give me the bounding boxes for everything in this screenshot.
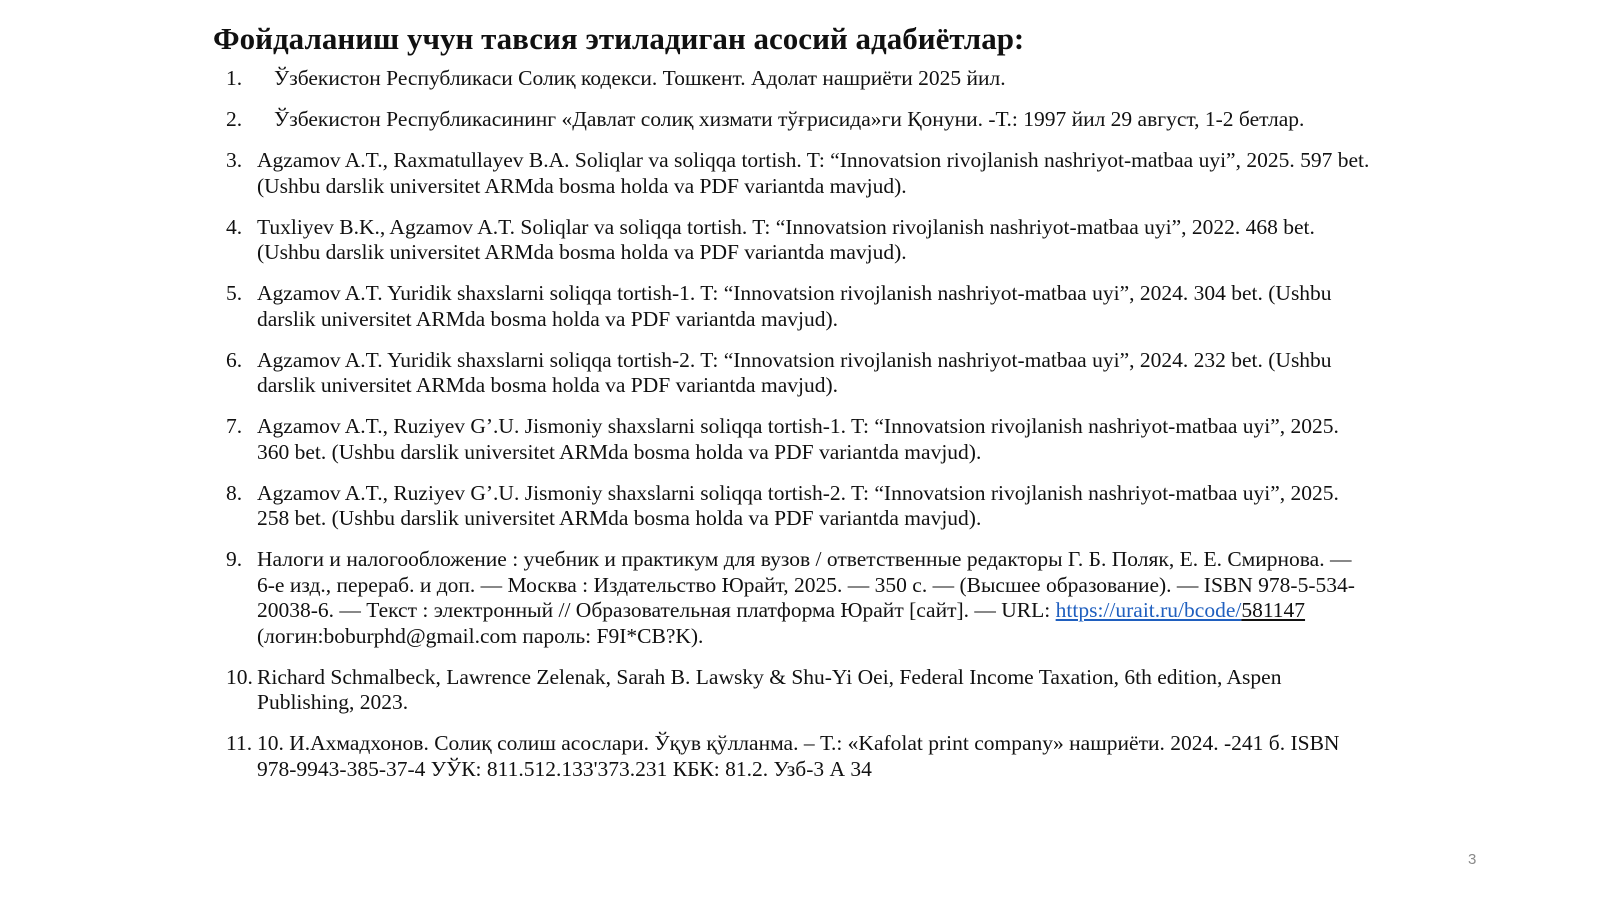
item-text: Richard Schmalbeck, Lawrence Zelenak, Sarah B. Lawsky & Shu-Yi Oei, Federal Income Taxation, 6th edition, Aspen Publishing, 2023. [257,664,1282,714]
item-number: 10. [226,664,253,689]
item-text: Ўзбекистон Республикасининг «Давлат солиқ хизмати тўғрисида»ги Қонуни. -Т.: 1997 йил 29 август, 1-2 бетлар. [274,107,1305,131]
item-text-after-link: (логин:boburphd@gmail.com пароль: F9I*CB?K). [257,623,704,648]
item-number: 2. [226,107,243,131]
item-number: 4. [226,214,243,239]
item-text: Ўзбекистон Республикаси Солиқ кодекси. Тошкент. Адолат нашриёти 2025 йил. [274,66,1006,90]
slide-title: Фойдаланиш учун тавсия этиладиган асосий адабиётлар: [213,21,1025,56]
list-item [226,731,1372,782]
item-number: 5. [226,281,243,305]
list-item [226,215,1372,266]
list-item [226,148,1372,199]
list-item [226,107,1372,133]
item-text: Agzamov A.T., Raxmatullayev B.A. Soliqlar va soliqqa tortish. T: “Innovatsion rivojlanish nashriyot-matbaa uyi”, 2025. 597 bet. (Ushbu darslik universitet ARMda bosma holda va PDF variantda mavjud). [257,148,1370,198]
item-text: Agzamov A.T., Ruziyev G’.U. Jismoniy shaxslarni soliqqa tortish-1. T: “Innovatsion rivojlanish nashriyot-matbaa uyi”, 2025. 360 bet. (Ushbu darslik universitet ARMda bosma holda va PDF variantda mavjud). [257,414,1339,464]
urait-link[interactable]: https://urait.ru/bcode/ [1055,598,1242,622]
list-item [226,66,1372,92]
item-number: 7. [226,414,243,438]
list-item [226,481,1372,532]
item-number: 1. [226,66,243,90]
item-text: Tuxliyev B.K., Agzamov A.T. Soliqlar va soliqqa tortish. T: “Innovatsion rivojlanish nashriyot-matbaa uyi”, 2022. 468 bet. (Ushbu darslik universitet ARMda bosma holda va PDF variantda mavjud). [257,214,1315,264]
page-number: 3 [1468,851,1477,868]
item-number: 9. [226,547,243,571]
urait-link-code: 581147 [1241,598,1306,622]
list-item [226,414,1372,465]
item-number: 6. [226,347,243,372]
item-text: Agzamov A.T., Ruziyev G’.U. Jismoniy shaxslarni soliqqa tortish-2. T: “Innovatsion rivojlanish nashriyot-matbaa uyi”, 2025. 258 bet. (Ushbu darslik universitet ARMda bosma holda va PDF variantda mavjud). [257,480,1339,530]
list-item [226,665,1372,716]
item-text [226,547,1372,649]
item-text: Agzamov A.T. Yuridik shaxslarni soliqqa tortish-1. T: “Innovatsion rivojlanish nashriyot-matbaa uyi”, 2024. 304 bet. (Ushbu darslik universitet ARMda bosma holda va PDF variantda mavjud). [257,281,1332,331]
item-text: Agzamov A.T. Yuridik shaxslarni soliqqa tortish-2. T: “Innovatsion rivojlanish nashriyot-matbaa uyi”, 2024. 232 bet. (Ushbu darslik universitet ARMda bosma holda va PDF variantda mavjud). [257,347,1332,397]
item-text-before-link: Налоги и налогообложение : учебник и практикум для вузов / ответственные редакторы Г. Б. Поляк, Е. Е. Смирнова. — 6-е изд., перераб. и доп. — Москва : Издательство Юрайт, 2025. — 350 с. — (Высшее образование). — ISBN 978-5-534-20038-6. — Текст : электронный // Образовательная платформа Юрайт [сайт]. — URL: [257,547,1355,622]
item-number: 8. [226,480,243,505]
item-number: 3. [226,148,243,172]
item-number: 11. [226,731,253,755]
list-item [226,547,1372,649]
item-text: 10. И.Ахмадхонов. Солиқ солиш асослари. Ўқув қўлланма. – Т.: «Kafolat print company» нашриёти. 2024. -241 б. ISBN 978-9943-385-37-4 УЎК: 811.512.133'373.231 КБК: 81.2. Узб-3 А 34 [257,731,1340,781]
list-item [226,348,1372,399]
reference-list [226,66,1372,798]
list-item [226,281,1372,332]
